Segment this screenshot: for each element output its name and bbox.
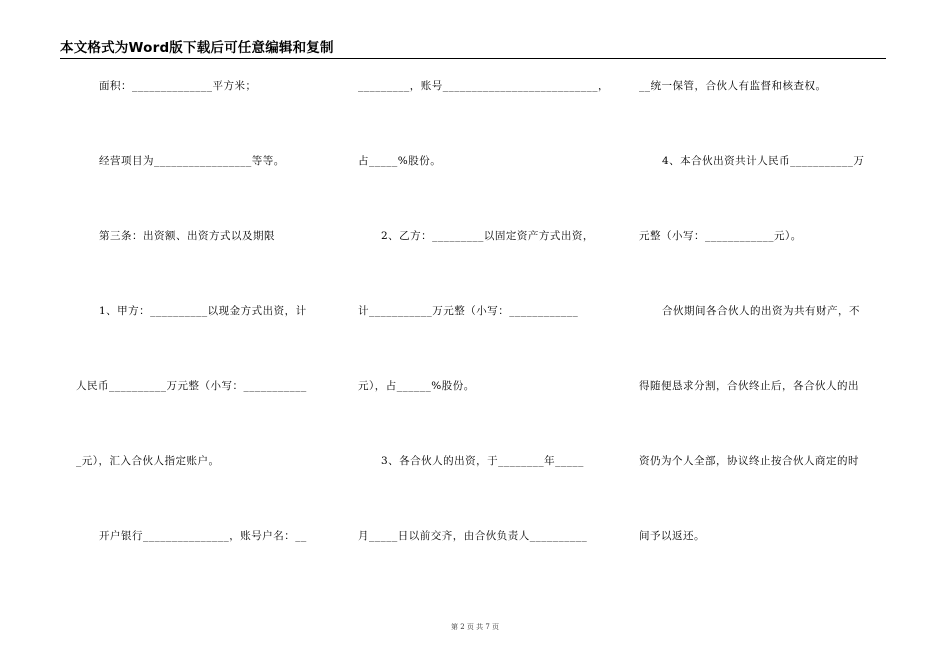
text-column-3: [639, 0, 889, 672]
text-line: 人民币__________万元整（小写：___________: [76, 380, 307, 392]
text-line: __统一保管，合伙人有监督和核查权。: [639, 80, 827, 92]
text-line: 第三条：出资额、出资方式以及期限: [99, 230, 275, 242]
header-title: 本文格式为Word版下载后可任意编辑和复制: [60, 40, 334, 56]
text-line: 占_____%股份。: [358, 155, 442, 167]
text-line: _元），汇入合伙人指定账户。: [76, 455, 220, 467]
text-column-2: [358, 0, 608, 672]
text-line: 元整（小写：____________元）。: [639, 230, 802, 242]
text-line: 资仍为个人全部，协议终止按合伙人商定的时: [639, 455, 859, 467]
text-line: 2、乙方：_________以固定资产方式出资，: [381, 230, 594, 242]
text-column-1: [76, 0, 326, 672]
text-line: _________，账号___________________________，: [358, 80, 609, 92]
text-line: 开户银行_______________，账号户名：__: [99, 530, 307, 542]
text-line: 4、本合伙出资共计人民币___________万: [662, 155, 865, 167]
text-line: 月_____日以前交齐，由合伙负责人__________: [358, 530, 588, 542]
text-line: 3、各合伙人的出资，于________年_____: [381, 455, 584, 467]
text-line: 合伙期间各合伙人的出资为共有财产，不: [662, 305, 860, 317]
text-line: 1、甲方：__________以现金方式出资，计: [99, 305, 307, 317]
text-line: 面积：______________平方米；: [99, 80, 257, 92]
text-line: 元），占______%股份。: [358, 380, 475, 392]
text-line: 间予以返还。: [639, 530, 705, 542]
page-number: 第 2 页 共 7 页: [450, 623, 500, 631]
text-line: 得随便恳求分割，合伙终止后，各合伙人的出: [639, 380, 859, 392]
text-line: 经营项目为_________________等等。: [99, 155, 285, 167]
text-line: 计___________万元整（小写：____________: [358, 305, 579, 317]
